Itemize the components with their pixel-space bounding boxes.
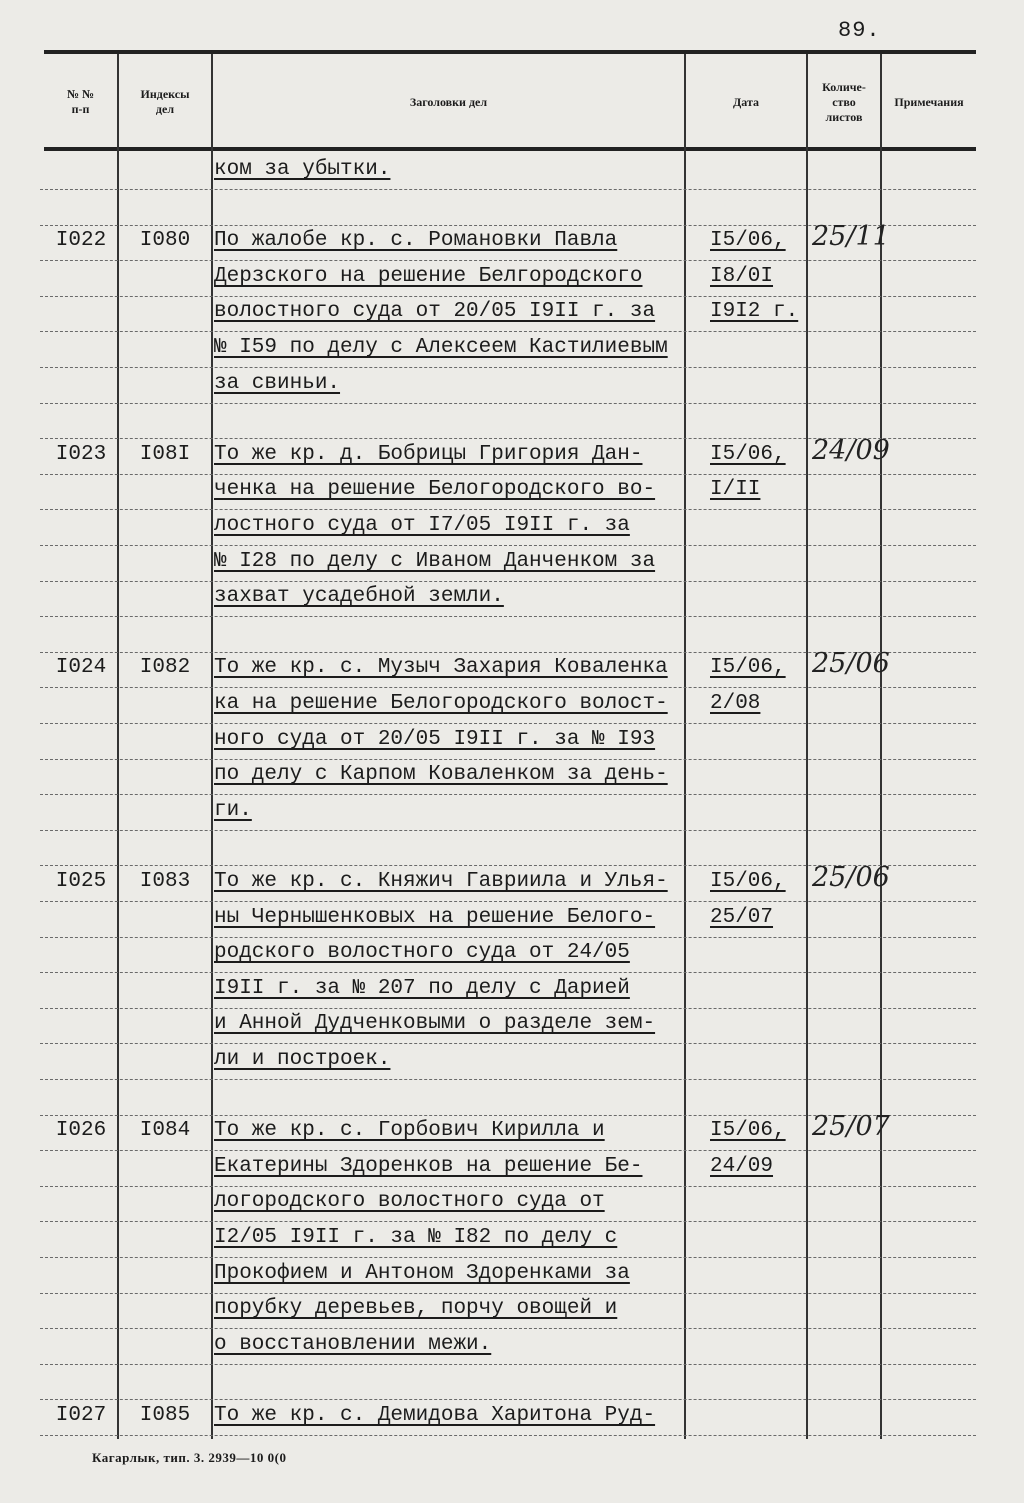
case-title-line: I2/05 I9II г. за № I82 по делу с	[214, 1226, 618, 1249]
ruled-line	[40, 1043, 976, 1044]
case-number: I027	[55, 1404, 107, 1427]
case-index: I080	[139, 229, 191, 252]
case-title-line: № I28 по делу с Иваном Данченком за	[214, 550, 656, 573]
ruled-line	[40, 509, 976, 510]
ruled-line	[40, 474, 976, 475]
case-title-line: Прокофием и Антоном Здоренками за	[214, 1262, 630, 1285]
case-number: I022	[55, 229, 107, 252]
column-divider	[806, 54, 808, 1439]
sheet-count-handwritten: 25/11	[812, 221, 890, 252]
case-index: I084	[139, 1119, 191, 1142]
case-title-line: То же кр. с. Княжич Гавриила и Улья-	[214, 870, 668, 893]
ruled-line	[40, 367, 976, 368]
case-number: I023	[55, 443, 107, 466]
case-date: I5/06,	[710, 1119, 786, 1142]
ruled-line	[40, 794, 976, 795]
ruled-line	[40, 403, 976, 404]
ruled-line	[40, 830, 976, 831]
case-title-line: То же кр. с. Горбович Кирилла и	[214, 1119, 605, 1142]
case-title-line: лостного суда от I7/05 I9II г. за	[214, 514, 630, 537]
ruled-line	[40, 1257, 976, 1258]
case-date: 24/09	[710, 1155, 774, 1178]
case-title-line: ком за убытки.	[214, 158, 391, 181]
ruled-line	[40, 260, 976, 261]
case-title-line: захват усадебной земли.	[214, 585, 504, 608]
case-title-line: ли и построек.	[214, 1048, 391, 1071]
printer-footer: Кагарлык, тип. 3. 2939—10 0(0	[92, 1450, 287, 1465]
header-rule-bottom	[44, 147, 976, 151]
column-divider	[117, 54, 119, 1439]
ruled-line	[40, 1008, 976, 1009]
page-number: 89.	[838, 18, 881, 43]
case-title-line: ка на решение Белогородского волост-	[214, 692, 668, 715]
column-divider	[684, 54, 686, 1439]
case-title-line: По жалобе кр. с. Романовки Павла	[214, 229, 618, 252]
case-date: 2/08	[710, 692, 761, 715]
case-title-line: ны Чернышенковых на решение Белого-	[214, 906, 656, 929]
case-title-line: ного суда от 20/05 I9II г. за № I93	[214, 728, 656, 751]
header-rule-top	[44, 50, 976, 54]
case-date: I5/06,	[710, 229, 786, 252]
case-date: I5/06,	[710, 870, 786, 893]
case-number: I024	[55, 656, 107, 679]
ruled-line	[40, 1328, 976, 1329]
case-number: I025	[55, 870, 107, 893]
case-title-line: по делу с Карпом Коваленком за день-	[214, 763, 668, 786]
header-num: № № п-п	[66, 87, 95, 116]
case-date: I5/06,	[710, 443, 786, 466]
ruled-line	[40, 1150, 976, 1151]
case-index: I085	[139, 1404, 191, 1427]
case-title-line: То же кр. с. Демидова Харитона Руд-	[214, 1404, 656, 1427]
ruled-line	[40, 687, 976, 688]
ruled-line	[40, 545, 976, 546]
case-number: I026	[55, 1119, 107, 1142]
case-title-line: То же кр. д. Бобрицы Григория Дан-	[214, 443, 643, 466]
ruled-line	[40, 759, 976, 760]
case-title-line: о восстановлении межи.	[214, 1333, 492, 1356]
ruled-line	[40, 937, 976, 938]
case-date: 25/07	[710, 906, 774, 929]
header-index: Индексы дел	[140, 87, 190, 116]
case-title-line: Екатерины Здоренков на решение Бе-	[214, 1155, 643, 1178]
header-title: Заголовки дел	[409, 94, 488, 109]
ruled-line	[40, 581, 976, 582]
ruled-line	[40, 723, 976, 724]
ruled-line	[40, 1186, 976, 1187]
case-date: I8/0I	[710, 265, 774, 288]
sheet-count-handwritten: 25/07	[812, 1111, 890, 1142]
ruled-line	[40, 331, 976, 332]
ruled-line	[40, 972, 976, 973]
ruled-line	[40, 1435, 976, 1436]
ruled-line	[40, 1364, 976, 1365]
case-index: I083	[139, 870, 191, 893]
case-title-line: ченка на решение Белогородского во-	[214, 478, 656, 501]
ruled-line	[40, 296, 976, 297]
case-title-line: логородского волостного суда от	[214, 1190, 605, 1213]
ruled-line	[40, 189, 976, 190]
sheet-count-handwritten: 25/06	[812, 862, 890, 893]
column-divider	[211, 54, 213, 1439]
header-sheets: Количе- ство листов	[822, 79, 866, 124]
ruled-line	[40, 1079, 976, 1080]
column-divider	[880, 54, 882, 1439]
case-index: I08I	[139, 443, 191, 466]
case-title-line: волостного суда от 20/05 I9II г. за	[214, 300, 656, 323]
case-title-line: Дерзского на решение Белгородского	[214, 265, 643, 288]
case-title-line: и Анной Дудченковыми о разделе зем-	[214, 1012, 656, 1035]
case-title-line: родского волостного суда от 24/05	[214, 941, 630, 964]
ruled-line	[40, 616, 976, 617]
case-title-line: I9II г. за № 207 по делу с Дарией	[214, 977, 630, 1000]
case-title-line: ги.	[214, 799, 252, 822]
case-title-line: № I59 по делу с Алексеем Кастилиевым	[214, 336, 668, 359]
case-date: I9I2 г.	[710, 300, 799, 323]
header-date: Дата	[733, 94, 759, 109]
case-title-line: То же кр. с. Музыч Захария Коваленка	[214, 656, 668, 679]
header-notes: Примечания	[894, 94, 964, 109]
sheet-count-handwritten: 24/09	[812, 435, 890, 466]
ruled-line	[40, 1221, 976, 1222]
ruled-line	[40, 1293, 976, 1294]
case-index: I082	[139, 656, 191, 679]
case-title-line: порубку деревьев, порчу овощей и	[214, 1297, 618, 1320]
case-title-line: за свиньи.	[214, 372, 341, 395]
case-date: I5/06,	[710, 656, 786, 679]
sheet-count-handwritten: 25/06	[812, 648, 890, 679]
case-date: I/II	[710, 478, 761, 501]
ruled-line	[40, 901, 976, 902]
ruled-line	[40, 1399, 976, 1400]
